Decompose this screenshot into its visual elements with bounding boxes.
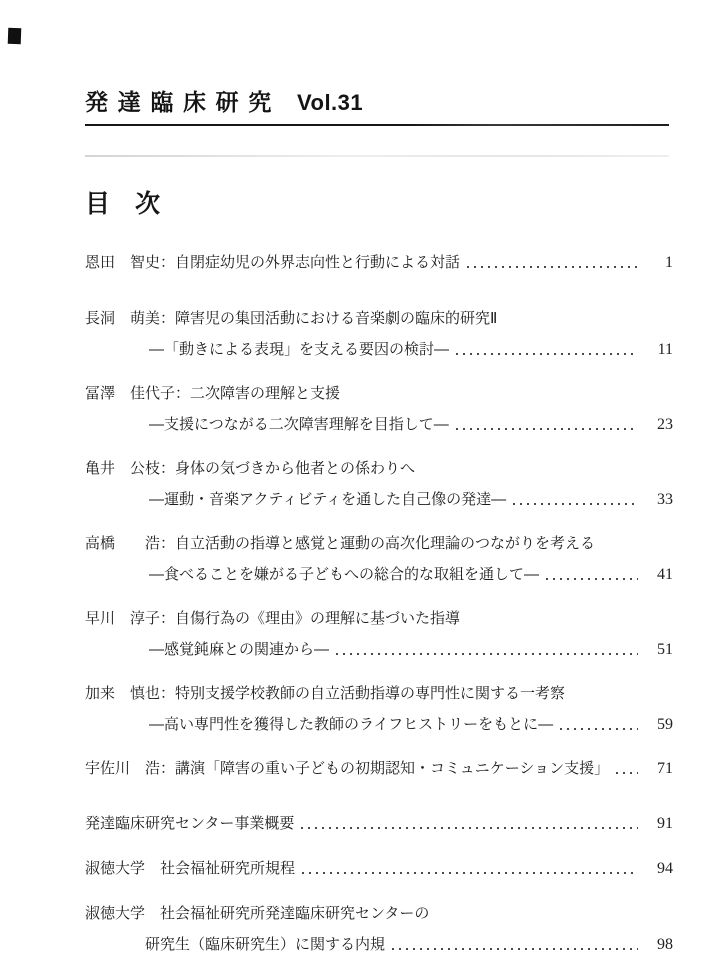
entry-title: 発達臨床研究センター事業概要 <box>85 815 295 832</box>
entry-separator: ： <box>160 685 176 702</box>
journal-title <box>85 84 363 117</box>
toc-heading: 目 次 <box>85 190 161 218</box>
entry-author: 長洞 萌美 <box>85 310 161 327</box>
dot-leader <box>467 266 638 268</box>
page-number: 94 <box>657 860 673 877</box>
dot-leader <box>336 653 638 655</box>
page-number: 59 <box>657 716 673 733</box>
page-number: 1 <box>665 254 673 271</box>
page-number: 41 <box>657 566 673 583</box>
dot-leader <box>616 772 638 774</box>
entry-subtitle: ―高い専門性を獲得した教師のライフヒストリーをもとに― <box>149 716 554 733</box>
dot-leader <box>301 827 638 829</box>
page-number: 11 <box>657 341 673 358</box>
toc-entry <box>85 303 673 365</box>
entry-author: 恩田 智史 <box>85 254 161 271</box>
toc-entry <box>85 753 673 784</box>
entry-author: 早川 淳子 <box>85 610 161 627</box>
entry-title: 淑徳大学 社会福祉研究所発達臨床研究センターの <box>85 905 430 922</box>
entry-subtitle: 研究生（臨床研究生）に関する内規 <box>145 936 386 953</box>
entry-separator: ： <box>160 535 176 552</box>
page-number: 91 <box>657 815 673 832</box>
entry-title: 障害児の集団活動における音楽劇の臨床的研究Ⅱ <box>175 310 498 327</box>
entry-author: 亀井 公枝 <box>85 460 161 477</box>
toc-entry <box>85 678 673 740</box>
entry-title: 二次障害の理解と支援 <box>190 385 341 402</box>
page-number: 23 <box>657 416 673 433</box>
journal-volume: Vol.31 <box>296 90 364 115</box>
toc-entry <box>85 247 673 278</box>
toc-back-matter-entry <box>85 853 673 884</box>
entry-subtitle: ―「動きによる表現」を支える要因の検討― <box>149 341 450 358</box>
entry-separator: ： <box>160 610 176 627</box>
toc-entry <box>85 603 673 665</box>
dot-leader <box>513 503 638 505</box>
page-number: 71 <box>657 760 673 777</box>
toc-back-matter-entry <box>85 898 673 960</box>
entry-subtitle: ―運動・音楽アクティビティを通した自己像の発達― <box>149 491 507 508</box>
entry-separator: ： <box>160 310 176 327</box>
toc-entry <box>85 528 673 590</box>
dot-leader <box>302 872 638 874</box>
entry-subtitle: ―感覚鈍麻との関連から― <box>149 641 330 658</box>
dot-leader <box>560 728 638 730</box>
entry-author: 加来 慎也 <box>85 685 161 702</box>
entry-separator: ： <box>175 385 191 402</box>
toc-entry <box>85 453 673 515</box>
entry-author: 高橋 浩 <box>85 535 161 552</box>
entry-title: 講演「障害の重い子どもの初期認知・コミュニケーション支援」 <box>175 760 610 777</box>
dot-leader <box>456 353 638 355</box>
journal-title-kanji: 発達臨床研究 <box>85 89 281 115</box>
toc-entry <box>85 378 673 440</box>
toc-back-matter-entry <box>85 808 673 839</box>
page-number: 98 <box>657 936 673 953</box>
entry-title: 身体の気づきから他者との係わりへ <box>175 460 416 477</box>
dot-leader <box>456 428 638 430</box>
entry-title: 淑徳大学 社会福祉研究所規程 <box>85 860 296 877</box>
entry-title: 自傷行為の《理由》の理解に基づいた指導 <box>175 610 461 627</box>
entry-separator: ： <box>160 460 176 477</box>
dot-leader <box>546 578 638 580</box>
page-number: 51 <box>657 641 673 658</box>
page-number: 33 <box>657 491 673 508</box>
entry-title: 自閉症幼児の外界志向性と行動による対話 <box>175 254 461 271</box>
entry-author: 冨澤 佳代子 <box>85 385 176 402</box>
dot-leader <box>392 948 638 950</box>
entry-separator: ： <box>160 760 176 777</box>
entry-subtitle: ―支援につながる二次障害理解を目指して― <box>149 416 449 433</box>
entry-title: 自立活動の指導と感覚と運動の高次化理論のつながりを考える <box>175 535 596 552</box>
title-divider-rule <box>85 124 669 126</box>
entry-separator: ： <box>160 254 176 271</box>
faint-scan-line <box>85 155 669 157</box>
entry-subtitle: ―食べることを嫌がる子どもへの総合的な取組を通して― <box>149 566 540 583</box>
scan-artifact-mark <box>8 28 22 44</box>
entry-author: 宇佐川 浩 <box>85 760 161 777</box>
entry-title: 特別支援学校教師の自立活動指導の専門性に関する一考察 <box>175 685 566 702</box>
